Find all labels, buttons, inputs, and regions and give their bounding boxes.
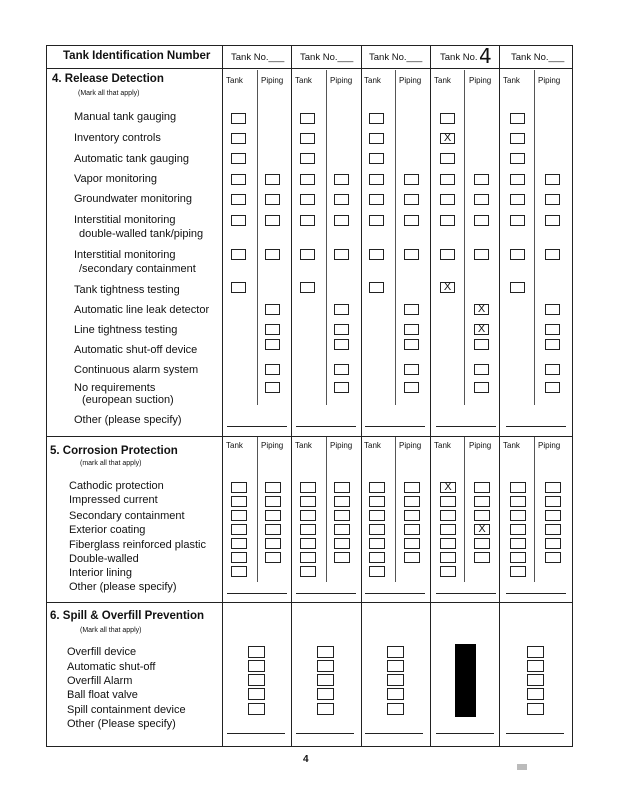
release-subdivider-1 [257,70,258,405]
corrosion-tank5-tank-checkbox[interactable] [510,524,526,535]
corrosion-tank1-tank-checkbox[interactable] [231,496,247,507]
corrosion-col-piping-3: Piping [399,441,422,450]
header-title: Tank Identification Number [63,50,211,62]
corrosion-tank4-piping-checkbox[interactable] [474,496,490,507]
release-tank2-tank-checkbox[interactable] [300,113,315,124]
release-col-tank-1: Tank [226,76,243,85]
release-tank1-piping-checkbox[interactable] [265,304,280,315]
corrosion-subdivider-4 [464,437,465,582]
spill-item-ball-float: Ball float valve [67,689,138,701]
release-tank3-tank-checkbox[interactable] [369,282,384,293]
corrosion-other-line-4 [436,593,496,594]
corrosion-tank4-piping-checkbox[interactable] [474,510,490,521]
release-tank1-piping-checkbox[interactable] [265,324,280,335]
release-tank1-tank-checkbox[interactable] [231,174,246,185]
release-tank4-tank-checkbox[interactable] [440,249,455,260]
corrosion-tank1-tank-checkbox[interactable] [231,566,247,577]
spill-tank1-checkbox[interactable] [248,703,265,715]
release-tank4-piping-checkbox[interactable] [474,215,489,226]
release-col-piping-1: Piping [261,76,284,85]
release-tank1-tank-checkbox[interactable] [231,249,246,260]
corrosion-other-line-3 [365,593,425,594]
release-col-piping-5: Piping [538,76,561,85]
release-tank5-tank-checkbox[interactable] [510,215,525,226]
corrosion-tank4-tank-checkbox[interactable] [440,524,456,535]
spill-tank5-checkbox[interactable] [527,674,544,686]
release-item-automatic-tank-gauging: Automatic tank gauging [74,153,189,165]
release-section-subtitle: (Mark all that apply) [78,90,140,97]
release-tank1-piping-checkbox[interactable] [265,382,280,393]
corrosion-section-title: 5. Corrosion Protection [50,445,178,457]
release-tank1-piping-checkbox[interactable] [265,249,280,260]
corrosion-col-tank-4: Tank [434,441,451,450]
release-tank1-tank-checkbox[interactable] [231,113,246,124]
corrosion-col-piping-1: Piping [261,441,284,450]
release-tank1-tank-checkbox[interactable] [231,133,246,144]
release-item-no-requirements: No requirements [74,382,156,394]
tank-header-3: Tank No.___ [369,52,423,63]
release-tank4-tank-checkbox[interactable]: X [440,133,455,144]
release-tank5-tank-checkbox[interactable] [510,249,525,260]
corrosion-tank1-piping-checkbox[interactable] [265,510,281,521]
spill-tank1-checkbox[interactable] [248,646,265,658]
release-item-manual-tank-gauging: Manual tank gauging [74,111,177,123]
release-tank5-piping-checkbox[interactable] [545,339,560,350]
spill-item-automatic-shutoff: Automatic shut-off [67,661,156,673]
corrosion-tank3-tank-checkbox[interactable] [369,482,385,493]
tank-header-2: Tank No.___ [300,52,354,63]
release-tank3-piping-checkbox[interactable] [404,364,419,375]
tank-header-4: Tank No. [440,52,478,63]
corrosion-tank5-tank-checkbox[interactable] [510,496,526,507]
release-tank5-tank-checkbox[interactable] [510,153,525,164]
release-subdivider-2 [326,70,327,405]
table-border-left [46,45,47,746]
release-tank5-tank-checkbox[interactable] [510,282,525,293]
spill-tank3-checkbox[interactable] [387,703,404,715]
corrosion-tank2-piping-checkbox[interactable] [334,496,350,507]
corrosion-tank4-piping-checkbox[interactable] [474,482,490,493]
corrosion-tank4-tank-checkbox[interactable] [440,510,456,521]
corrosion-tank5-piping-checkbox[interactable] [545,552,561,563]
release-col-piping-4: Piping [469,76,492,85]
release-tank3-tank-checkbox[interactable] [369,194,384,205]
corrosion-other-line-5 [506,593,566,594]
corrosion-tank1-tank-checkbox[interactable] [231,510,247,521]
spill-tank3-checkbox[interactable] [387,660,404,672]
corrosion-tank1-tank-checkbox[interactable] [231,482,247,493]
release-item-interstitial-monitoring-1b: double-walled tank/piping [79,228,204,240]
release-col-tank-5: Tank [503,76,520,85]
release-tank4-tank-checkbox[interactable] [440,194,455,205]
corrosion-tank5-tank-checkbox[interactable] [510,538,526,549]
tank-header-5: Tank No.___ [511,52,565,63]
spill-tank3-checkbox[interactable] [387,688,404,700]
spill-tank2-checkbox[interactable] [317,703,334,715]
release-subdivider-5 [534,70,535,405]
spill-tank2-checkbox[interactable] [317,688,334,700]
corrosion-subdivider-3 [395,437,396,582]
page-number: 4 [303,754,309,765]
release-tank3-tank-checkbox[interactable] [369,249,384,260]
release-subdivider-3 [395,70,396,405]
release-tank3-tank-checkbox[interactable] [369,113,384,124]
release-tank2-tank-checkbox[interactable] [300,282,315,293]
release-tank4-piping-checkbox[interactable] [474,249,489,260]
corrosion-tank4-tank-checkbox[interactable] [440,538,456,549]
release-tank3-piping-checkbox[interactable] [404,249,419,260]
corrosion-tank1-piping-checkbox[interactable] [265,524,281,535]
corrosion-tank4-piping-checkbox[interactable] [474,552,490,563]
release-other-line-4 [436,426,496,427]
corrosion-tank3-tank-checkbox[interactable] [369,566,385,577]
release-tank1-piping-checkbox[interactable] [265,174,280,185]
corrosion-tank4-piping-checkbox[interactable] [474,538,490,549]
corrosion-item-interior-lining: Interior lining [69,567,132,579]
corrosion-tank5-tank-checkbox[interactable] [510,510,526,521]
release-tank4-tank-checkbox[interactable] [440,113,455,124]
release-tank5-tank-checkbox[interactable] [510,113,525,124]
spill-tank2-checkbox[interactable] [317,646,334,658]
corrosion-item-cathodic-protection: Cathodic protection [69,480,164,492]
spill-tank1-checkbox[interactable] [248,674,265,686]
release-other-line-1 [227,426,287,427]
release-tank4-tank-checkbox[interactable] [440,174,455,185]
release-tank2-piping-checkbox[interactable] [334,249,349,260]
release-tank5-piping-checkbox[interactable] [545,194,560,205]
section-divider-6 [46,602,573,603]
release-item-interstitial-monitoring-1: Interstitial monitoring [74,214,176,226]
corrosion-col-piping-5: Piping [538,441,561,450]
corrosion-tank1-piping-checkbox[interactable] [265,482,281,493]
spill-other-line-3 [365,733,423,734]
corrosion-tank2-tank-checkbox[interactable] [300,552,316,563]
corrosion-tank2-piping-checkbox[interactable] [334,524,350,535]
corrosion-tank1-tank-checkbox[interactable] [231,538,247,549]
corrosion-item-other: Other (please specify) [69,581,177,593]
release-tank1-piping-checkbox[interactable] [265,339,280,350]
corrosion-tank3-piping-checkbox[interactable] [404,538,420,549]
table-border-bottom [46,746,573,747]
corrosion-tank5-tank-checkbox[interactable] [510,552,526,563]
corrosion-col-piping-2: Piping [330,441,353,450]
corrosion-tank3-piping-checkbox[interactable] [404,552,420,563]
release-tank5-piping-checkbox[interactable] [545,364,560,375]
corrosion-col-piping-4: Piping [469,441,492,450]
release-tank2-piping-checkbox[interactable] [334,382,349,393]
spill-section-title: 6. Spill & Overfill Prevention [50,610,205,622]
corrosion-tank3-piping-checkbox[interactable] [404,524,420,535]
corrosion-tank1-piping-checkbox[interactable] [265,538,281,549]
release-tank2-piping-checkbox[interactable] [334,215,349,226]
corrosion-tank4-tank-checkbox[interactable] [440,566,456,577]
spill-tank5-checkbox[interactable] [527,703,544,715]
col-divider-3 [361,45,362,746]
scan-mark [517,764,527,770]
release-tank3-piping-checkbox[interactable] [404,174,419,185]
corrosion-item-impressed-current: Impressed current [69,494,158,506]
spill-tank2-checkbox[interactable] [317,660,334,672]
release-tank3-tank-checkbox[interactable] [369,153,384,164]
table-border-right [572,45,573,746]
release-tank1-tank-checkbox[interactable] [231,282,246,293]
release-item-tank-tightness-testing: Tank tightness testing [74,284,180,296]
release-tank4-piping-checkbox[interactable]: X [474,324,489,335]
release-tank5-piping-checkbox[interactable] [545,249,560,260]
tank-header-1: Tank No.___ [231,52,285,63]
table-border-top [46,45,573,46]
corrosion-tank2-tank-checkbox[interactable] [300,496,316,507]
release-tank2-piping-checkbox[interactable] [334,339,349,350]
release-tank3-piping-checkbox[interactable] [404,339,419,350]
corrosion-col-tank-2: Tank [295,441,312,450]
tank-4-number: 4 [479,44,492,68]
corrosion-tank3-tank-checkbox[interactable] [369,524,385,535]
corrosion-tank2-tank-checkbox[interactable] [300,482,316,493]
release-tank3-piping-checkbox[interactable] [404,215,419,226]
release-tank5-tank-checkbox[interactable] [510,174,525,185]
corrosion-item-fiberglass: Fiberglass reinforced plastic [69,539,206,551]
release-tank5-piping-checkbox[interactable] [545,382,560,393]
corrosion-tank4-tank-checkbox[interactable] [440,552,456,563]
header-divider [46,68,573,69]
release-tank2-piping-checkbox[interactable] [334,324,349,335]
corrosion-tank2-tank-checkbox[interactable] [300,510,316,521]
corrosion-tank3-tank-checkbox[interactable] [369,510,385,521]
corrosion-col-tank-1: Tank [226,441,243,450]
release-subdivider-4 [464,70,465,405]
release-tank4-piping-checkbox[interactable] [474,364,489,375]
release-tank3-tank-checkbox[interactable] [369,174,384,185]
release-col-tank-4: Tank [434,76,451,85]
release-tank3-piping-checkbox[interactable] [404,194,419,205]
spill-tank5-checkbox[interactable] [527,660,544,672]
release-col-piping-3: Piping [399,76,422,85]
release-tank2-tank-checkbox[interactable] [300,194,315,205]
release-item-automatic-shutoff: Automatic shut-off device [74,344,198,356]
release-tank2-piping-checkbox[interactable] [334,194,349,205]
corrosion-tank1-piping-checkbox[interactable] [265,496,281,507]
spill-item-overfill-device: Overfill device [67,646,137,658]
corrosion-tank3-piping-checkbox[interactable] [404,496,420,507]
release-tank4-piping-checkbox[interactable] [474,174,489,185]
col-divider-2 [291,45,292,746]
release-item-line-tightness-testing: Line tightness testing [74,324,178,336]
release-tank3-tank-checkbox[interactable] [369,215,384,226]
spill-tank1-checkbox[interactable] [248,660,265,672]
release-tank2-tank-checkbox[interactable] [300,174,315,185]
corrosion-tank5-piping-checkbox[interactable] [545,538,561,549]
corrosion-tank3-tank-checkbox[interactable] [369,552,385,563]
release-item-automatic-line-leak-detector: Automatic line leak detector [74,304,210,316]
corrosion-tank2-piping-checkbox[interactable] [334,538,350,549]
corrosion-item-secondary-containment: Secondary containment [69,510,185,522]
corrosion-tank5-piping-checkbox[interactable] [545,482,561,493]
spill-tank1-checkbox[interactable] [248,688,265,700]
release-tank5-piping-checkbox[interactable] [545,324,560,335]
release-tank2-piping-checkbox[interactable] [334,304,349,315]
release-other-line-3 [365,426,425,427]
release-item-other: Other (please specify) [74,414,182,426]
release-col-piping-2: Piping [330,76,353,85]
spill-item-other: Other (Please specify) [67,718,176,730]
corrosion-tank2-piping-checkbox[interactable] [334,552,350,563]
col-divider-5 [499,45,500,746]
spill-other-line-1 [227,733,285,734]
corrosion-item-exterior-coating: Exterior coating [69,524,146,536]
corrosion-subdivider-2 [326,437,327,582]
release-item-no-requirements-b: (european suction) [82,394,174,406]
release-tank2-tank-checkbox[interactable] [300,249,315,260]
release-tank5-piping-checkbox[interactable] [545,215,560,226]
release-tank4-piping-checkbox[interactable] [474,382,489,393]
col-divider-1 [222,45,223,746]
corrosion-tank5-piping-checkbox[interactable] [545,496,561,507]
corrosion-section-subtitle: (mark all that apply) [80,460,142,467]
release-tank3-piping-checkbox[interactable] [404,324,419,335]
release-tank5-piping-checkbox[interactable] [545,304,560,315]
release-other-line-2 [296,426,356,427]
release-tank1-piping-checkbox[interactable] [265,364,280,375]
release-tank4-tank-checkbox[interactable]: X [440,282,455,293]
release-item-interstitial-monitoring-2: Interstitial monitoring [74,249,176,261]
release-col-tank-3: Tank [364,76,381,85]
corrosion-tank2-piping-checkbox[interactable] [334,482,350,493]
corrosion-item-double-walled: Double-walled [69,553,139,565]
corrosion-tank3-tank-checkbox[interactable] [369,538,385,549]
corrosion-tank2-tank-checkbox[interactable] [300,538,316,549]
corrosion-tank5-tank-checkbox[interactable] [510,482,526,493]
corrosion-tank3-piping-checkbox[interactable] [404,482,420,493]
redaction-block [455,644,476,717]
release-tank2-piping-checkbox[interactable] [334,364,349,375]
col-divider-4 [430,45,431,746]
spill-tank3-checkbox[interactable] [387,646,404,658]
release-tank3-piping-checkbox[interactable] [404,304,419,315]
corrosion-tank2-piping-checkbox[interactable] [334,510,350,521]
corrosion-tank5-tank-checkbox[interactable] [510,566,526,577]
spill-tank5-checkbox[interactable] [527,646,544,658]
spill-tank2-checkbox[interactable] [317,674,334,686]
spill-other-line-2 [296,733,354,734]
corrosion-tank3-piping-checkbox[interactable] [404,510,420,521]
spill-other-line-4 [436,733,494,734]
release-col-tank-2: Tank [295,76,312,85]
corrosion-tank2-tank-checkbox[interactable] [300,524,316,535]
release-section-title: 4. Release Detection [52,73,164,85]
release-item-groundwater-monitoring: Groundwater monitoring [74,193,193,205]
release-tank2-piping-checkbox[interactable] [334,174,349,185]
release-tank2-tank-checkbox[interactable] [300,133,315,144]
release-other-line-5 [506,426,566,427]
corrosion-subdivider-5 [534,437,535,582]
corrosion-col-tank-3: Tank [364,441,381,450]
release-tank1-tank-checkbox[interactable] [231,215,246,226]
spill-section-subtitle: (Mark all that apply) [80,627,142,634]
corrosion-tank1-piping-checkbox[interactable] [265,552,281,563]
release-tank2-tank-checkbox[interactable] [300,153,315,164]
release-tank1-tank-checkbox[interactable] [231,194,246,205]
release-tank4-piping-checkbox[interactable]: X [474,304,489,315]
corrosion-tank2-tank-checkbox[interactable] [300,566,316,577]
spill-item-spill-containment: Spill containment device [67,704,186,716]
release-tank1-tank-checkbox[interactable] [231,153,246,164]
corrosion-tank5-piping-checkbox[interactable] [545,510,561,521]
release-item-interstitial-monitoring-2b: /secondary containment [79,263,196,275]
spill-tank5-checkbox[interactable] [527,688,544,700]
corrosion-subdivider-1 [257,437,258,582]
corrosion-tank1-tank-checkbox[interactable] [231,524,247,535]
corrosion-tank4-piping-checkbox[interactable]: X [474,524,490,535]
release-item-inventory-controls: Inventory controls [74,132,161,144]
release-tank3-tank-checkbox[interactable] [369,133,384,144]
spill-other-line-5 [506,733,564,734]
release-tank1-piping-checkbox[interactable] [265,194,280,205]
spill-item-overfill-alarm: Overfill Alarm [67,675,133,687]
corrosion-tank4-tank-checkbox[interactable] [440,496,456,507]
corrosion-tank1-tank-checkbox[interactable] [231,552,247,563]
corrosion-col-tank-5: Tank [503,441,520,450]
corrosion-tank3-tank-checkbox[interactable] [369,496,385,507]
release-tank4-tank-checkbox[interactable] [440,153,455,164]
release-tank1-piping-checkbox[interactable] [265,215,280,226]
release-tank4-piping-checkbox[interactable] [474,194,489,205]
corrosion-tank5-piping-checkbox[interactable] [545,524,561,535]
section-divider-5 [46,436,573,437]
release-item-continuous-alarm: Continuous alarm system [74,364,199,376]
corrosion-other-line-2 [296,593,356,594]
corrosion-tank4-tank-checkbox[interactable]: X [440,482,456,493]
release-tank5-tank-checkbox[interactable] [510,133,525,144]
release-tank4-tank-checkbox[interactable] [440,215,455,226]
release-tank5-piping-checkbox[interactable] [545,174,560,185]
corrosion-other-line-1 [227,593,287,594]
release-item-vapor-monitoring: Vapor monitoring [74,173,157,185]
release-tank2-tank-checkbox[interactable] [300,215,315,226]
spill-tank3-checkbox[interactable] [387,674,404,686]
release-tank5-tank-checkbox[interactable] [510,194,525,205]
release-tank3-piping-checkbox[interactable] [404,382,419,393]
release-tank4-piping-checkbox[interactable] [474,339,489,350]
